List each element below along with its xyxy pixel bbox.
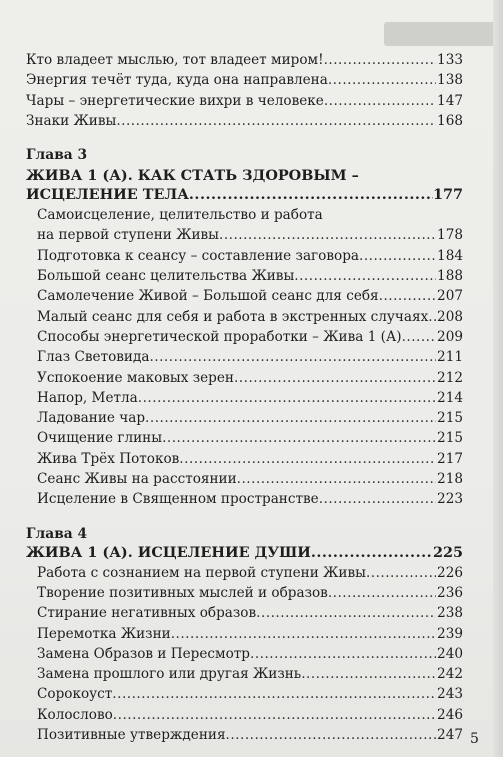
toc-entry: [26, 451, 463, 471]
leader-dots: [171, 626, 436, 642]
toc-entry-title: Напор, Метла: [37, 389, 138, 406]
toc-entry-page: 247: [437, 727, 463, 744]
toc-entry-page: 212: [437, 369, 463, 386]
toc-entry-title: Самолечение Живой – Большой сеанс для себя: [37, 288, 379, 305]
toc-entry-page: 240: [437, 645, 463, 662]
leader-dots: [162, 430, 436, 446]
toc-entry-title: Самоисцеление, целительство и работа: [37, 207, 323, 224]
leader-dots: [189, 186, 433, 203]
toc-entry: [26, 72, 463, 92]
toc-entry-title: Успокоение маковых зерен: [37, 369, 234, 386]
leader-dots: [328, 72, 436, 88]
toc-entry-page: 236: [437, 584, 463, 601]
toc-entry: [26, 390, 463, 410]
leader-dots: [256, 605, 436, 621]
chapter-3-title-text: ИСЦЕЛЕНИЕ ТЕЛА: [26, 186, 189, 204]
toc-entry-page: 242: [437, 666, 463, 683]
toc-entry-page: 238: [437, 605, 463, 622]
leader-dots: [116, 113, 436, 129]
toc-entry-page: 178: [437, 227, 463, 244]
toc-entry-title: Чары – энергетические вихри в человеке: [26, 92, 324, 109]
leader-dots: [145, 410, 436, 426]
toc-entry-title: Малый сеанс для себя и работа в экстренных случаях: [37, 308, 429, 325]
toc-entry: [26, 666, 463, 686]
toc-entry: [26, 626, 463, 646]
toc-entry: [26, 248, 463, 268]
toc-entry-page: 215: [437, 430, 463, 447]
toc-entry: [26, 349, 463, 369]
toc-entry: [26, 370, 463, 390]
toc-entry-title: Жива Трёх Потоков: [37, 450, 180, 467]
toc-entry-title: Сорокоуст: [37, 686, 113, 703]
top-entries: [26, 52, 463, 133]
toc-entry-page: 209: [437, 328, 463, 345]
toc-entry-title: Позитивные утверждения: [37, 727, 226, 744]
chapter-3-entries: [26, 248, 463, 512]
toc-entry: [26, 430, 463, 450]
chapter-4-label: Глава 4: [26, 525, 88, 542]
toc-entry-page: 226: [437, 564, 463, 581]
toc-entry-title: Исцеление в Священном пространстве: [37, 491, 319, 508]
leader-dots: [219, 227, 436, 243]
leader-dots: [311, 544, 433, 561]
leader-dots: [237, 471, 436, 487]
leader-dots: [324, 52, 436, 68]
toc-entry: [26, 309, 463, 329]
leader-dots: [324, 93, 436, 109]
leader-dots: [428, 309, 436, 325]
toc-entry-page: 168: [437, 112, 463, 129]
toc-entry-page: 246: [437, 706, 463, 723]
toc-entry-title: Ладование чар: [37, 410, 146, 427]
toc-entry: [26, 288, 463, 308]
leader-dots: [301, 666, 436, 682]
leader-dots: [294, 268, 436, 284]
leader-dots: [113, 707, 436, 723]
toc-entry-title: Работа с сознанием на первой ступени Живы: [37, 564, 366, 581]
table-of-contents: [26, 52, 463, 747]
toc-entry-page: 211: [437, 349, 463, 366]
toc-entry-title: Способы энергетической проработки – Жива 1 (А): [37, 328, 402, 345]
leader-dots: [138, 390, 436, 406]
toc-entry: [26, 268, 463, 288]
leader-dots: [226, 727, 437, 743]
toc-entry-line1: [26, 207, 463, 227]
toc-entry: [26, 707, 463, 727]
toc-entry-page: 223: [437, 491, 463, 508]
toc-entry-page: 215: [437, 410, 463, 427]
toc-entry-page: 188: [437, 268, 463, 285]
toc-entry: [26, 329, 463, 349]
leader-dots: [328, 585, 436, 601]
chapter-3-label: Глава 3: [26, 147, 88, 164]
toc-entry: [26, 646, 463, 666]
chapter-3-page: 177: [432, 186, 463, 204]
page-edge: [493, 0, 503, 757]
toc-entry: [26, 605, 463, 625]
toc-entry-title: Замена Образов и Пересмотр: [37, 645, 251, 662]
toc-entry-page: 133: [437, 52, 463, 68]
toc-entry-page: 208: [437, 308, 463, 325]
toc-entry-title: Большой сеанс целительства Живы: [37, 268, 295, 285]
chapter-3-title-line2: [26, 186, 463, 207]
toc-entry-page: 214: [437, 389, 463, 406]
chapter-4-title: [26, 544, 463, 565]
toc-entry-title: Очищение глины: [37, 430, 163, 447]
toc-entry-page: 239: [437, 625, 463, 642]
toc-entry-title: Перемотка Жизни: [37, 625, 171, 642]
chapter-4-page: 225: [432, 543, 463, 561]
toc-entry-title: Глаз Световида: [37, 349, 150, 366]
toc-entry-title: Подготовка к сеансу – составление заговора: [37, 247, 360, 264]
chapter-4-title-text: ЖИВА 1 (А). ИСЦЕЛЕНИЕ ДУШИ: [26, 543, 311, 561]
toc-entry: [26, 491, 463, 511]
chapter-3-title-line1: ЖИВА 1 (А). КАК СТАТЬ ЗДОРОВЫМ –: [26, 167, 359, 185]
toc-entry-title: на первой ступени Живы: [37, 227, 219, 244]
toc-entry-title: Творение позитивных мыслей и образов: [37, 584, 328, 601]
toc-entry: [26, 585, 463, 605]
leader-dots: [359, 248, 436, 264]
leader-dots: [250, 646, 436, 662]
leader-dots: [179, 451, 436, 467]
toc-entry-page: 138: [437, 72, 463, 89]
toc-entry: [26, 727, 463, 747]
leader-dots: [149, 349, 436, 365]
leader-dots: [402, 329, 436, 345]
page-number: 5: [470, 731, 479, 747]
toc-entry: [26, 565, 463, 585]
toc-entry: [26, 93, 463, 113]
leader-dots: [319, 491, 436, 507]
toc-entry: [26, 227, 463, 247]
toc-entry-title: Энергия течёт туда, куда она направлена: [26, 72, 328, 89]
corner-tab: [384, 22, 503, 46]
leader-dots: [379, 288, 436, 304]
leader-dots: [234, 370, 436, 386]
toc-entry-page: 207: [437, 288, 463, 305]
toc-entry-title: Кто владеет мыслью, тот владеет миром!: [26, 52, 324, 68]
toc-entry-page: 184: [437, 247, 463, 264]
toc-entry-page: 243: [437, 686, 463, 703]
toc-entry-page: 147: [437, 92, 463, 109]
toc-entry-page: 217: [437, 450, 463, 467]
toc-entry-title: Колослово: [37, 706, 113, 723]
leader-dots: [112, 686, 436, 702]
toc-entry: [26, 471, 463, 491]
toc-entry: [26, 410, 463, 430]
chapter-4-entries: [26, 565, 463, 748]
toc-entry: [26, 113, 463, 133]
toc-entry: [26, 52, 463, 72]
toc-entry-title: Стирание негативных образов: [37, 605, 257, 622]
toc-entry-title: Замена прошлого или другая Жизнь: [37, 666, 302, 683]
toc-entry-title: Знаки Живы: [26, 112, 117, 129]
toc-entry: [26, 686, 463, 706]
leader-dots: [366, 565, 436, 581]
toc-entry-page: 218: [437, 471, 463, 488]
toc-entry-title: Сеанс Живы на расстоянии: [37, 471, 237, 488]
